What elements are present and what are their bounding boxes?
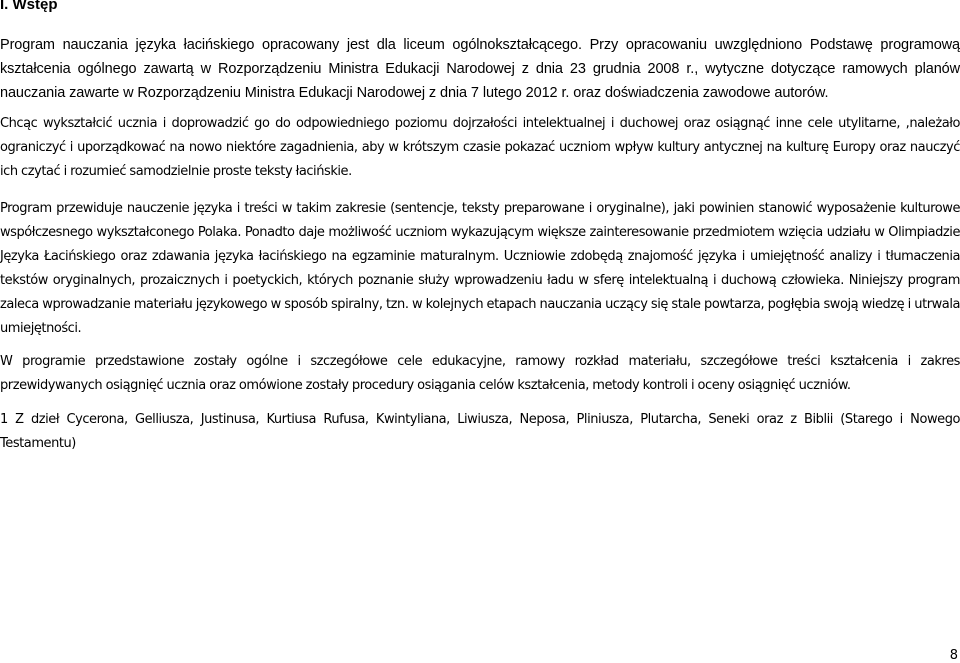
paragraph-program-contents: W programie przedstawione zostały ogólne i szczegółowe cele edukacyjne, ramowy rozkład materiału, szczegółowe treści kształcenia i zakres przewidywanych osiągnięć ucznia oraz omówione zostały procedury osiągania celów kształcenia, metody kontroli i oceny osiągnięć uczniów. bbox=[0, 354, 960, 393]
paragraph-intro: Program nauczania języka łacińskiego opracowany jest dla liceum ogólnokształcącego. Przy opracowaniu uwzględniono Podstawę programową kształcenia ogólnego zawartą w Rozporządzeniu Ministra Edukacji Narodowej z dnia 23 grudnia 2008 r., wytyczne dotyczące ramowych planów nauczania zawarte w Rozporządzeniu Ministra Edukacji Narodowej z dnia 7 lutego 2012 r. oraz doświadczenia zawodowe autorów. bbox=[0, 37, 960, 101]
paragraph-goals: Chcąc wykształcić ucznia i doprowadzić go do odpowiedniego poziomu dojrzałości intelektualnej i duchowej oraz osiągnąć inne cele utylitarne, ,należało ograniczyć i uporządkować na nowo niektóre zagadnienia, aby w krótszym czasie pokazać uczniom wpływ kultury antycznej na kulturę Europy oraz nauczyć ich czytać i rozumieć samodzielnie proste teksty łacińskie. bbox=[0, 116, 960, 179]
footnote: 1 Z dzieł Cycerona, Gelliusza, Justinusa, Kurtiusa Rufusa, Kwintyliana, Liwiusza, Neposa, Pliniusza, Plutarcha, Seneki oraz z Biblii (Starego i Nowego Testamentu) bbox=[0, 412, 960, 451]
paragraph-program-scope: Program przewiduje nauczenie języka i treści w takim zakresie (sentencje, teksty preparowane i oryginalne), jaki powinien stanowić wyposażenie kulturowe współczesnego wykształconego Polaka. Ponadto daje możliwość uczniom wykazującym większe zainteresowanie przedmiotem wzięcia udziału w Olimpiadzie Języka Łacińskiego oraz zdawania języka łacińskiego na egzaminie maturalnym. Uczniowie zdobędą znajomość języka i umiejętność analizy i tłumaczenia tekstów oryginalnych, prozaicznych i poetyckich, których poznanie służy wprowadzeniu ładu w sferę intelektualną i duchową człowieka. Niniejszy program zaleca wprowadzanie materiału językowego w sposób spiralny, tzn. w kolejnych etapach nauczania uczący się stale powtarza, pogłębia swoją wiedzę i utrwala umiejętności. bbox=[0, 201, 960, 336]
page-number: 8 bbox=[949, 648, 958, 663]
section-heading: I. Wstęp bbox=[0, 0, 58, 13]
